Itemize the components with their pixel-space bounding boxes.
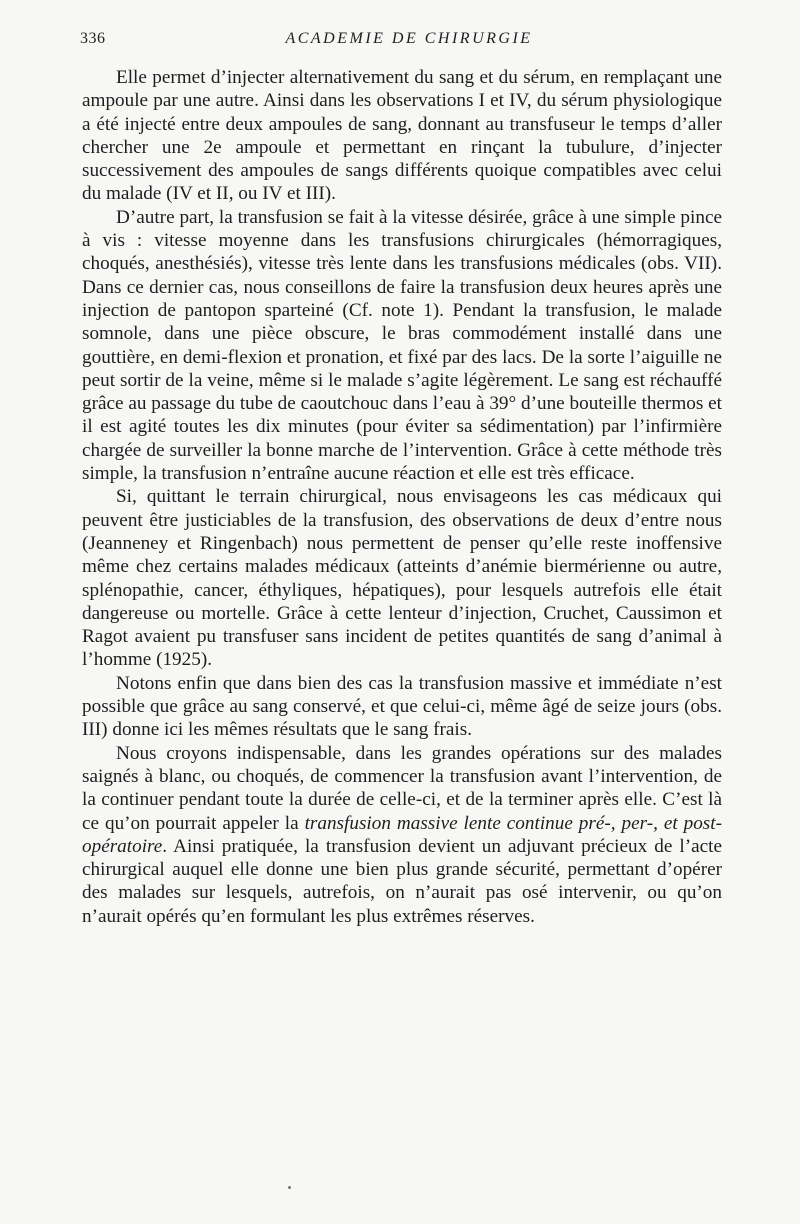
page-number: 336 xyxy=(80,30,106,47)
paragraph-text: Nous croyons indispensable, dans les grandes opérations sur des malades saignés à blanc, ou choqués, de commencer la transfusion avant l’intervention, de la continuer pendant toute la durée de celle-ci, et de la terminer après elle. C’est là ce qu’on pourrait appeler la xyxy=(82,742,722,834)
paragraph-text: . Ainsi pratiquée, la transfusion devient un adjuvant précieux de l’acte chirurgical auquel elle donne une bien plus grande sécurité, permettant d’opérer des malades sur lesquels, autrefois, on n’aurait pas osé intervenir, ou qu’on n’aurait opérés qu’en formulant les plus extrêmes réserves. xyxy=(82,835,722,927)
emphasized-term: transfusion massive lente continue pré-, per-, et post-opératoire xyxy=(82,812,722,857)
print-speck xyxy=(288,1186,291,1189)
paragraph xyxy=(82,742,722,928)
page-header xyxy=(70,30,728,60)
body-text xyxy=(82,66,722,928)
running-title: ACADEMIE DE CHIRURGIE xyxy=(285,30,533,47)
paragraph: Si, quittant le terrain chirurgical, nous envisageons les cas médicaux qui peuvent être justiciables de la transfusion, des observations de deux d’entre nous (Jeanneney et Ringenbach) nous permettent de penser qu’elle reste inoffensive même chez certains malades médicaux (atteints d’anémie biermérienne ou autre, splénopathie, cancer, éthyliques, hépatiques), pour lesquels autrefois elle était dangereuse ou mortelle. Grâce à cette lenteur d’injection, Cruchet, Caussimon et Ragot avaient pu transfuser sans incident de petites quantités de sang d’animal à l’homme (1925). xyxy=(82,486,722,671)
paragraph: Elle permet d’injecter alternativement du sang et du sérum, en remplaçant une ampoule par une autre. Ainsi dans les observations I et IV, du sérum physiologique a été injecté entre deux ampoules de sang, donnant au transfuseur le temps d’aller chercher une 2e ampoule et permettant en rinçant la tubulure, d’injecter successivement des ampoules de sangs différents quoique compatibles avec celui du malade (IV et II, ou IV et III). xyxy=(82,67,722,205)
paragraph: D’autre part, la transfusion se fait à la vitesse désirée, grâce à une simple pince à vis : vitesse moyenne dans les transfusions chirurgicales (hémorragiques, choqués, anesthésiés), vitesse très lente dans les transfusions médicales (obs. VII). Dans ce dernier cas, nous conseillons de faire la transfusion deux heures après une injection de pantopon sparteiné (Cf. note 1). Pendant la transfusion, le malade somnole, dans une pièce obscure, le bras commodément installé dans une gouttière, en demi-flexion et pronation, et fixé par des lacs. De la sorte l’aiguille ne peut sortir de la veine, même si le malade s’agite légèrement. Le sang est réchauffé grâce au passage du tube de caoutchouc dans l’eau à 39° d’une bouteille thermos et il est agité toutes les dix minutes (pour éviter sa sédimentation) par l’infirmière chargée de surveiller la bonne marche de l’intervention. Grâce à cette méthode très simple, la transfusion n’entraîne aucune réaction et elle est très efficace. xyxy=(82,206,722,485)
paragraph: Notons enfin que dans bien des cas la transfusion massive et immédiate n’est possible que grâce au sang conservé, et que celui-ci, même âgé de seize jours (obs. III) donne ici les mêmes résultats que le sang frais. xyxy=(82,672,722,741)
